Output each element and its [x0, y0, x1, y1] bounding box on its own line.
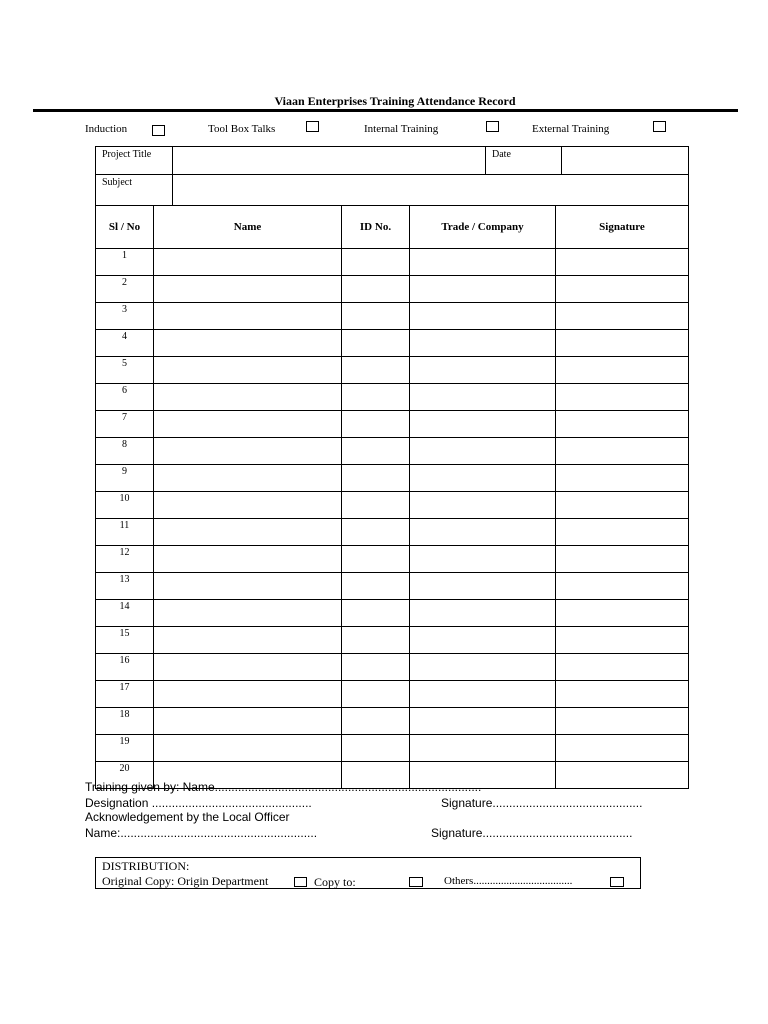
column-header-id: ID No.: [342, 206, 410, 249]
id-cell[interactable]: [342, 465, 410, 492]
training-given-by-line: Training given by: Name................................................................................: [85, 780, 482, 794]
original-copy-checkbox[interactable]: [294, 877, 307, 887]
table-row: [96, 303, 689, 330]
header-info-table: [95, 146, 689, 206]
trade-company-cell[interactable]: [410, 573, 556, 600]
title-rule: [33, 109, 738, 112]
row-number: 19: [96, 735, 154, 762]
acknowledgement-heading: Acknowledgement by the Local Officer: [85, 810, 290, 824]
project-title-field[interactable]: [173, 147, 486, 175]
row-number: 2: [96, 276, 154, 303]
name-cell[interactable]: [154, 708, 342, 735]
subject-field[interactable]: [173, 175, 689, 206]
others-checkbox[interactable]: [610, 877, 624, 887]
trade-company-cell[interactable]: [410, 546, 556, 573]
date-label: Date: [492, 149, 511, 160]
trade-company-cell[interactable]: [410, 681, 556, 708]
signature-cell[interactable]: [556, 411, 689, 438]
trade-company-cell[interactable]: [410, 276, 556, 303]
id-cell[interactable]: [342, 546, 410, 573]
id-cell[interactable]: [342, 276, 410, 303]
external-training-checkbox[interactable]: [653, 121, 666, 132]
trade-company-cell[interactable]: [410, 411, 556, 438]
signature-cell[interactable]: [556, 249, 689, 276]
attendance-table: [95, 205, 689, 789]
distribution-heading: DISTRIBUTION:: [102, 859, 190, 873]
internal-training-checkbox[interactable]: [486, 121, 499, 132]
name-cell[interactable]: [154, 276, 342, 303]
copy-to-label: Copy to:: [314, 875, 356, 889]
table-row: [96, 681, 689, 708]
signature-cell[interactable]: [556, 573, 689, 600]
trade-company-cell[interactable]: [410, 492, 556, 519]
trade-company-cell[interactable]: [410, 600, 556, 627]
option-induction-label: Induction: [85, 123, 128, 135]
signature-cell[interactable]: [556, 654, 689, 681]
name-cell[interactable]: [154, 357, 342, 384]
signature-cell[interactable]: [556, 492, 689, 519]
row-number: 18: [96, 708, 154, 735]
row-number: 20: [96, 762, 154, 789]
id-cell[interactable]: [342, 249, 410, 276]
row-number: 4: [96, 330, 154, 357]
table-row: [96, 519, 689, 546]
table-row: [96, 492, 689, 519]
signature-cell[interactable]: [556, 762, 689, 789]
table-row: [96, 276, 689, 303]
row-number: 14: [96, 600, 154, 627]
trade-company-cell[interactable]: [410, 708, 556, 735]
row-number: 17: [96, 681, 154, 708]
name-cell[interactable]: [154, 411, 342, 438]
toolbox-talks-checkbox[interactable]: [306, 121, 319, 132]
row-number: 5: [96, 357, 154, 384]
table-row: [96, 573, 689, 600]
row-number: 15: [96, 627, 154, 654]
name-cell[interactable]: [154, 681, 342, 708]
officer-signature-line: Signature.............................................: [431, 826, 633, 840]
name-cell[interactable]: [154, 654, 342, 681]
signature-cell[interactable]: [556, 546, 689, 573]
row-number: 12: [96, 546, 154, 573]
row-number: 7: [96, 411, 154, 438]
signature-cell[interactable]: [556, 276, 689, 303]
signature-cell[interactable]: [556, 438, 689, 465]
id-cell[interactable]: [342, 573, 410, 600]
option-toolbox-label: Tool Box Talks: [208, 123, 276, 135]
option-internal-label: Internal Training: [364, 123, 439, 135]
row-number: 11: [96, 519, 154, 546]
signature-cell[interactable]: [556, 303, 689, 330]
table-row: [96, 438, 689, 465]
trade-company-cell[interactable]: [410, 330, 556, 357]
trade-company-cell[interactable]: [410, 384, 556, 411]
row-number: 3: [96, 303, 154, 330]
name-cell[interactable]: [154, 573, 342, 600]
trade-company-cell[interactable]: [410, 249, 556, 276]
table-row: [96, 600, 689, 627]
option-external-label: External Training: [532, 123, 610, 135]
column-header-signature: Signature: [556, 206, 689, 249]
signature-cell[interactable]: [556, 357, 689, 384]
table-row: [96, 735, 689, 762]
table-row: [96, 654, 689, 681]
subject-label: Subject: [102, 177, 132, 188]
trade-company-cell[interactable]: [410, 357, 556, 384]
id-cell[interactable]: [342, 438, 410, 465]
project-title-label: Project Title: [102, 149, 152, 160]
id-cell[interactable]: [342, 384, 410, 411]
id-cell[interactable]: [342, 627, 410, 654]
signature-cell[interactable]: [556, 465, 689, 492]
table-row: [96, 357, 689, 384]
name-cell[interactable]: [154, 384, 342, 411]
id-cell[interactable]: [342, 303, 410, 330]
signature-cell[interactable]: [556, 600, 689, 627]
signature-cell[interactable]: [556, 627, 689, 654]
copy-to-checkbox[interactable]: [409, 877, 423, 887]
column-header-trade-company: Trade / Company: [410, 206, 556, 249]
name-cell[interactable]: [154, 330, 342, 357]
others-label: Others....................................: [444, 875, 573, 887]
table-row: [96, 384, 689, 411]
table-row: [96, 708, 689, 735]
date-field[interactable]: [562, 147, 689, 175]
id-cell[interactable]: [342, 654, 410, 681]
trade-company-cell[interactable]: [410, 438, 556, 465]
id-cell[interactable]: [342, 411, 410, 438]
id-cell[interactable]: [342, 600, 410, 627]
name-cell[interactable]: [154, 519, 342, 546]
name-cell[interactable]: [154, 735, 342, 762]
id-cell[interactable]: [342, 519, 410, 546]
table-row: [96, 411, 689, 438]
original-copy-label: Original Copy: Origin Department: [102, 874, 269, 888]
column-header-sl-no: Sl / No: [96, 206, 154, 249]
row-number: 13: [96, 573, 154, 600]
name-cell[interactable]: [154, 438, 342, 465]
id-cell[interactable]: [342, 735, 410, 762]
name-cell[interactable]: [154, 546, 342, 573]
signature-cell[interactable]: [556, 519, 689, 546]
table-row: [96, 249, 689, 276]
signature-cell[interactable]: [556, 708, 689, 735]
signature-cell[interactable]: [556, 681, 689, 708]
row-number: 8: [96, 438, 154, 465]
table-row: [96, 627, 689, 654]
name-cell[interactable]: [154, 465, 342, 492]
page-title: Viaan Enterprises Training Attendance Record: [274, 94, 516, 108]
table-row: [96, 465, 689, 492]
trade-company-cell[interactable]: [410, 303, 556, 330]
signature-cell[interactable]: [556, 330, 689, 357]
row-number: 10: [96, 492, 154, 519]
name-cell[interactable]: [154, 627, 342, 654]
row-number: 6: [96, 384, 154, 411]
name-cell[interactable]: [154, 249, 342, 276]
id-cell[interactable]: [342, 681, 410, 708]
induction-checkbox[interactable]: [152, 125, 165, 136]
trade-company-cell[interactable]: [410, 735, 556, 762]
trade-company-cell[interactable]: [410, 627, 556, 654]
row-number: 1: [96, 249, 154, 276]
id-cell[interactable]: [342, 492, 410, 519]
trade-company-cell[interactable]: [410, 654, 556, 681]
trade-company-cell[interactable]: [410, 519, 556, 546]
id-cell[interactable]: [342, 330, 410, 357]
signature-cell[interactable]: [556, 735, 689, 762]
signature-cell[interactable]: [556, 384, 689, 411]
row-number: 16: [96, 654, 154, 681]
trade-company-cell[interactable]: [410, 465, 556, 492]
distribution-box: [95, 857, 641, 889]
column-header-name: Name: [154, 206, 342, 249]
id-cell[interactable]: [342, 357, 410, 384]
table-row: [96, 330, 689, 357]
designation-line: Designation ................................................: [85, 796, 312, 810]
officer-name-line: Name:...........................................................: [85, 826, 318, 840]
name-cell[interactable]: [154, 492, 342, 519]
table-row: [96, 546, 689, 573]
name-cell[interactable]: [154, 600, 342, 627]
id-cell[interactable]: [342, 708, 410, 735]
name-cell[interactable]: [154, 303, 342, 330]
designation-signature-line: Signature.............................................: [441, 796, 643, 810]
row-number: 9: [96, 465, 154, 492]
